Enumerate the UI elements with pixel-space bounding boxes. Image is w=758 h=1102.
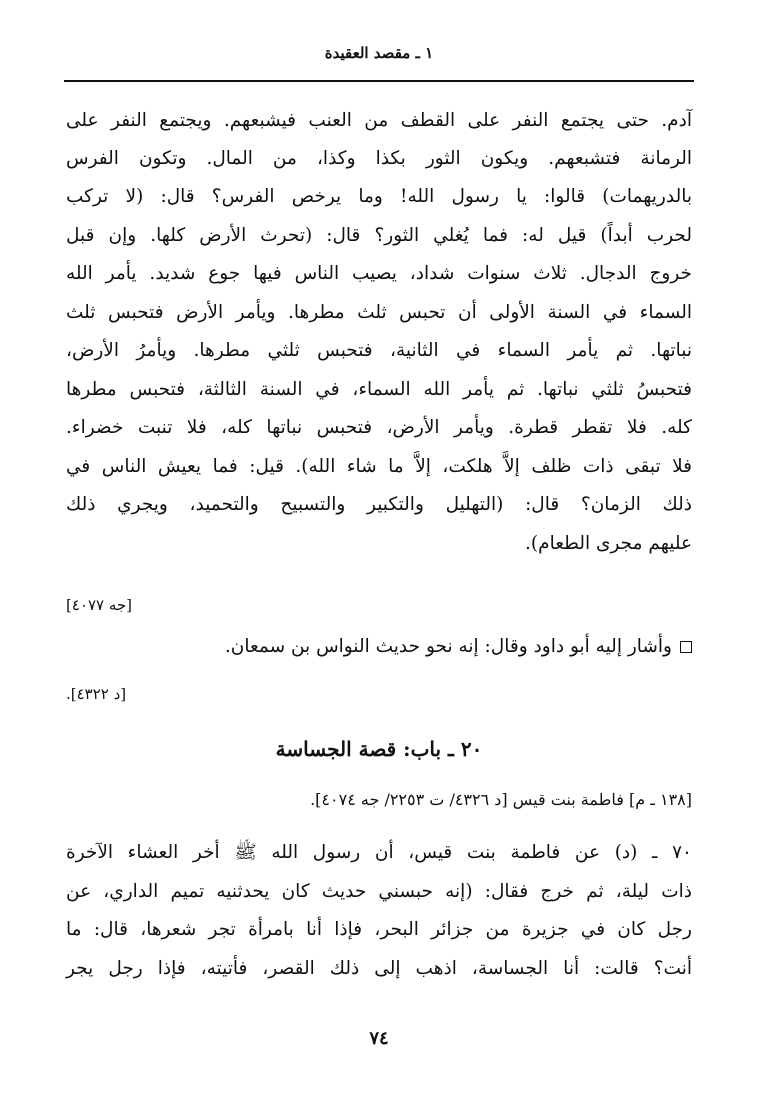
note-line [66, 634, 692, 660]
body-line: ذلك الزمان؟ قال: (التهليل والتكبير والتسبيح والتحميد، ويجري ذلك [66, 494, 692, 515]
chapter-sources: [١٣٨ ـ م] فاطمة بنت قيس [د ٤٣٢٦/ ت ٢٢٥٣/ جه ٤٠٧٤]. [310, 790, 692, 809]
body-line: عليهم مجرى الطعام). [525, 533, 692, 554]
body-line: بالدريهمات) قالوا: يا رسول الله! وما يرخص الفرس؟ قال: (لا تركب [66, 186, 692, 207]
body-line: فلا تبقى ذات ظلف إلاَّ هلكت، إلاَّ ما شاء الله). قيل: فما يعيش الناس في [66, 456, 692, 477]
note-text: وأشار إليه أبو داود وقال: إنه نحو حديث النواس بن سمعان. [224, 636, 672, 657]
body-line: السماء في السنة الأولى أن تحبس ثلث مطرها. ويأمر الأرض فتحبس ثلث [66, 302, 692, 323]
body-line: خروج الدجال. ثلاث سنوات شداد، يصيب الناس فيها جوع شديد. يأمر الله [66, 263, 692, 284]
body-line: كله. فلا تقطر قطرة. ويأمر الأرض، فتحبس نباتها كله، فلا تنبت خضراء. [66, 417, 692, 438]
body-line: نباتها. ثم يأمر السماء في الثانية، فتحبس ثلثي مطرها. ويأمرُ الأرض، [66, 340, 692, 361]
reference-2: [د ٤٣٢٢]. [66, 685, 127, 703]
hadith-line: ٧٠ ـ (د) عن فاطمة بنت قيس، أن رسول الله ﷺ أخر العشاء الآخرة [66, 842, 692, 863]
square-bullet-icon [680, 641, 692, 653]
body-line: الرمانة فتشبعهم. ويكون الثور بكذا وكذا، من المال. وتكون الفرس [66, 148, 692, 169]
page-number: ٧٤ [369, 1028, 389, 1049]
chapter-title: ٢٠ ـ باب: قصة الجساسة [275, 737, 483, 761]
body-line: آدم. حتى يجتمع النفر على القطف من العنب فيشبعهم. ويجتمع النفر على [66, 110, 692, 131]
hadith-line: أنت؟ قالت: أنا الجساسة، اذهب إلى ذلك القصر، فأتيته، فإذا رجل يجر [66, 958, 692, 979]
body-line: لحرب أبداً) قيل له: فما يُغلي الثور؟ قال: (تحرث الأرض كلها. وإن قبل [66, 225, 692, 246]
hadith-line: رجل كان في جزيرة من جزائر البحر، فإذا أنا بامرأة تجر شعرها، قال: ما [66, 919, 692, 940]
body-line: فتحبسُ ثلثي نباتها. ثم يأمر الله السماء، في السنة الثالثة، فتحبس مطرها [66, 379, 692, 400]
running-header: ١ ـ مقصد العقيدة [324, 44, 434, 62]
hadith-line: ذات ليلة، ثم خرج فقال: (إنه حبسني حديث كان يحدثنيه تميم الداري، عن [66, 881, 692, 902]
header-rule [64, 80, 694, 82]
reference-1: [جه ٤٠٧٧] [66, 596, 133, 614]
